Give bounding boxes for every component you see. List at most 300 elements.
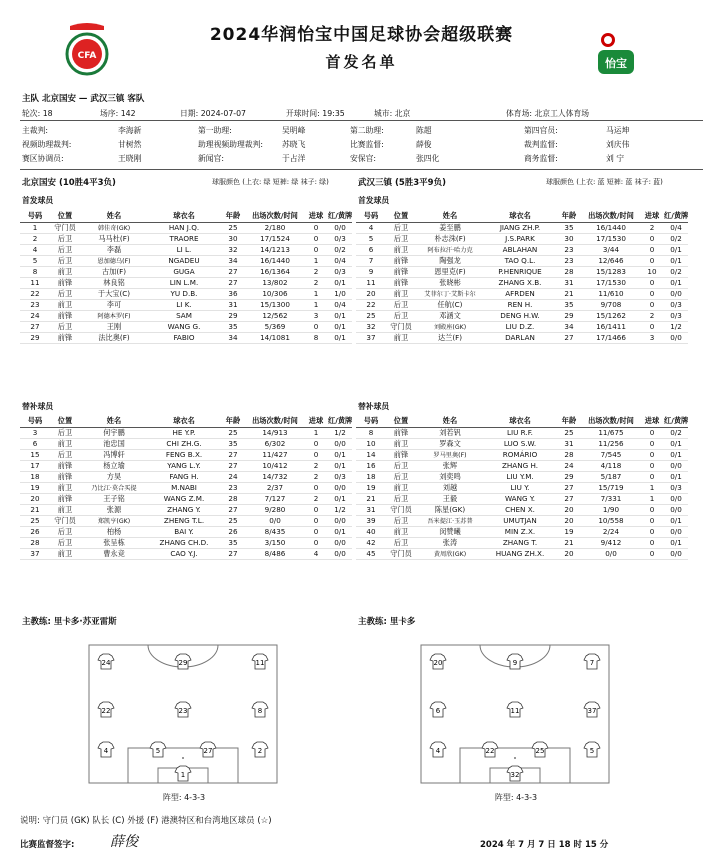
table-cell: LIN L.M. bbox=[148, 277, 220, 288]
table-cell: 前卫 bbox=[50, 504, 80, 515]
table-cell: 0 bbox=[304, 233, 328, 244]
table-cell: 前卫 bbox=[50, 548, 80, 559]
column-header: 号码 bbox=[20, 415, 50, 427]
table-cell: 恩加德乌(F) bbox=[80, 255, 148, 266]
sub-row bbox=[356, 537, 688, 548]
stadium: 体育场: 北京工人体育场 bbox=[506, 109, 590, 118]
table-cell: ZHANG CH.D. bbox=[148, 537, 220, 548]
table-cell: REN H. bbox=[484, 299, 556, 310]
table-cell: DENG H.W. bbox=[484, 310, 556, 321]
table-cell: 0/1 bbox=[328, 493, 352, 504]
table-cell: 24 bbox=[220, 471, 246, 482]
table-cell: FABIO bbox=[148, 332, 220, 343]
table-cell: 0 bbox=[304, 449, 328, 460]
table-cell: 0/1 bbox=[664, 255, 688, 266]
table-cell: 后卫 bbox=[50, 537, 80, 548]
table-cell: 1/2 bbox=[328, 504, 352, 515]
page-subtitle: 首发名单 bbox=[325, 53, 398, 71]
table-cell: 29 bbox=[20, 332, 50, 343]
table-cell: 后卫 bbox=[50, 233, 80, 244]
table-cell: 29 bbox=[556, 310, 582, 321]
table-cell: 15/719 bbox=[582, 482, 640, 493]
table-cell: J.S.PARK bbox=[484, 233, 556, 244]
table-cell: 0/0 bbox=[664, 288, 688, 299]
table-cell: 陶强龙 bbox=[416, 255, 484, 266]
table-cell: 守门员 bbox=[50, 515, 80, 526]
table-cell: 10/558 bbox=[582, 515, 640, 526]
table-cell: 11 bbox=[20, 277, 50, 288]
column-header: 球衣名 bbox=[484, 210, 556, 222]
table-cell: ZHANG H. bbox=[484, 460, 556, 471]
away-starters-label: 首发球员 bbox=[358, 196, 390, 205]
table-cell: 前锋 bbox=[386, 449, 416, 460]
table-cell: 0 bbox=[640, 277, 664, 288]
table-cell: 前卫 bbox=[50, 482, 80, 493]
column-header: 红/黄牌 bbox=[328, 210, 352, 222]
table-cell: 0 bbox=[304, 244, 328, 255]
table-cell: 0 bbox=[640, 288, 664, 299]
table-cell: 11/427 bbox=[246, 449, 304, 460]
kickoff-time: 开球时间: 19:35 bbox=[286, 109, 345, 118]
jersey-number: 25 bbox=[535, 747, 545, 755]
table-cell: 14/732 bbox=[246, 471, 304, 482]
table-cell: 19 bbox=[356, 482, 386, 493]
table-cell: 后卫 bbox=[386, 493, 416, 504]
table-cell: 3 bbox=[20, 427, 50, 438]
table-cell: 李磊 bbox=[80, 244, 148, 255]
table-cell: 吾米提江·玉苏普 bbox=[416, 515, 484, 526]
table-cell: 0 bbox=[304, 438, 328, 449]
table-cell: 0/4 bbox=[328, 255, 352, 266]
table-cell: 0/0 bbox=[582, 548, 640, 559]
table-cell: 6 bbox=[356, 244, 386, 255]
home-kit-colors: 球服颜色 (上衣: 绿 短裤: 绿 袜子: 绿) bbox=[212, 178, 329, 186]
column-header: 年龄 bbox=[220, 210, 246, 222]
jersey-number: 1 bbox=[180, 771, 186, 779]
player-row bbox=[20, 255, 352, 266]
table-cell: 艾菲尔丁·艾斯卡尔 bbox=[416, 288, 484, 299]
table-cell: 0 bbox=[640, 471, 664, 482]
table-cell: 2 bbox=[304, 277, 328, 288]
sub-row bbox=[20, 482, 352, 493]
table-cell: 闵赞曦 bbox=[416, 526, 484, 537]
table-cell: 后卫 bbox=[386, 460, 416, 471]
table-cell: 1 bbox=[304, 288, 328, 299]
table-cell: 23 bbox=[556, 255, 582, 266]
page-title: 2024华润怡宝中国足球协会超级联赛 bbox=[209, 25, 514, 45]
player-row bbox=[20, 288, 352, 299]
player-row bbox=[356, 233, 688, 244]
table-cell: FANG H. bbox=[148, 471, 220, 482]
table-cell: 0/0 bbox=[328, 482, 352, 493]
table-cell: 2/24 bbox=[582, 526, 640, 537]
sub-row bbox=[356, 471, 688, 482]
table-cell: UMUTJAN bbox=[484, 515, 556, 526]
table-cell: 1/2 bbox=[328, 427, 352, 438]
table-cell: SAM bbox=[148, 310, 220, 321]
away-subs-label: 替补球员 bbox=[358, 402, 390, 411]
table-cell: 14/913 bbox=[246, 427, 304, 438]
table-cell: 后卫 bbox=[386, 537, 416, 548]
table-cell: 27 bbox=[220, 460, 246, 471]
table-cell: 31 bbox=[556, 277, 582, 288]
player-row bbox=[356, 321, 688, 332]
column-header: 位置 bbox=[50, 210, 80, 222]
table-cell: 6/302 bbox=[246, 438, 304, 449]
away-coach: 主教练: 里卡多 bbox=[358, 617, 416, 627]
sub-row bbox=[20, 471, 352, 482]
table-cell: 9/280 bbox=[246, 504, 304, 515]
table-cell: 0/3 bbox=[328, 233, 352, 244]
table-cell: 0/3 bbox=[664, 482, 688, 493]
column-header: 球衣名 bbox=[484, 415, 556, 427]
table-cell: 守门员 bbox=[50, 222, 80, 233]
table-cell: 7/331 bbox=[582, 493, 640, 504]
table-cell: 27 bbox=[220, 548, 246, 559]
sub-row bbox=[20, 515, 352, 526]
table-cell: 前卫 bbox=[50, 299, 80, 310]
table-cell: 韩佳奇(GK) bbox=[80, 222, 148, 233]
table-cell: 恩里克(F) bbox=[416, 266, 484, 277]
official-name: 吴明峰 bbox=[282, 126, 306, 135]
table-cell: 0/4 bbox=[328, 299, 352, 310]
table-cell: 0/0 bbox=[328, 537, 352, 548]
table-cell: 5 bbox=[356, 233, 386, 244]
table-cell: 前锋 bbox=[50, 277, 80, 288]
sub-row bbox=[20, 438, 352, 449]
table-cell: 0/0 bbox=[664, 526, 688, 537]
table-cell: M.NABI bbox=[148, 482, 220, 493]
table-cell: ZHANG Y. bbox=[148, 504, 220, 515]
table-cell: 法比奥(F) bbox=[80, 332, 148, 343]
table-cell: 31 bbox=[556, 438, 582, 449]
table-cell: 29 bbox=[556, 471, 582, 482]
column-header: 球衣名 bbox=[148, 210, 220, 222]
table-cell: 0 bbox=[304, 482, 328, 493]
table-cell: DARLAN bbox=[484, 332, 556, 343]
table-cell: 0/1 bbox=[328, 332, 352, 343]
table-cell: 10 bbox=[356, 438, 386, 449]
table-cell: 0/0 bbox=[664, 332, 688, 343]
official-label: 裁判监督: bbox=[524, 140, 558, 149]
table-cell: 23 bbox=[20, 299, 50, 310]
away-formation-pitch bbox=[420, 644, 610, 784]
table-cell: 1 bbox=[640, 482, 664, 493]
official-label: 安保官: bbox=[350, 154, 377, 163]
jersey-number: 27 bbox=[203, 747, 213, 755]
sub-row bbox=[356, 548, 688, 559]
table-cell: 34 bbox=[220, 255, 246, 266]
column-header: 年龄 bbox=[556, 415, 582, 427]
table-cell: 0 bbox=[640, 526, 664, 537]
table-cell: 0/0 bbox=[664, 504, 688, 515]
table-cell: 17/1530 bbox=[582, 277, 640, 288]
jersey-number: 4 bbox=[103, 747, 109, 755]
official-name: 甘树然 bbox=[118, 140, 142, 149]
table-cell: 0/0 bbox=[246, 515, 304, 526]
table-cell: 任航(C) bbox=[416, 299, 484, 310]
table-cell: 后卫 bbox=[386, 299, 416, 310]
table-cell: 19 bbox=[556, 526, 582, 537]
table-cell: 19 bbox=[20, 482, 50, 493]
official-name: 刘庆伟 bbox=[606, 140, 630, 149]
table-cell: 刘奕鸣 bbox=[416, 471, 484, 482]
table-cell: 16 bbox=[356, 460, 386, 471]
table-cell: 37 bbox=[356, 332, 386, 343]
table-cell: 39 bbox=[356, 515, 386, 526]
table-cell: 0/1 bbox=[328, 449, 352, 460]
sub-row bbox=[20, 526, 352, 537]
table-cell: 0/3 bbox=[664, 310, 688, 321]
official-label: 第二助理: bbox=[350, 126, 384, 135]
table-cell: 8 bbox=[356, 427, 386, 438]
table-cell: LIU D.Z. bbox=[484, 321, 556, 332]
table-cell: 28 bbox=[556, 266, 582, 277]
official-label: 新闻官: bbox=[198, 154, 225, 163]
table-cell: 14/1213 bbox=[246, 244, 304, 255]
table-cell: 20 bbox=[556, 515, 582, 526]
table-cell: 后卫 bbox=[386, 310, 416, 321]
table-cell: 张晓彬 bbox=[416, 277, 484, 288]
jersey-number: 5 bbox=[155, 747, 161, 755]
jersey-number: 32 bbox=[510, 771, 520, 779]
sub-row bbox=[356, 526, 688, 537]
table-cell: 2 bbox=[304, 266, 328, 277]
table-cell: 0/1 bbox=[664, 244, 688, 255]
table-cell: 前锋 bbox=[50, 310, 80, 321]
table-cell: HE Y.P. bbox=[148, 427, 220, 438]
table-cell: 2 bbox=[640, 222, 664, 233]
jersey-number: 9 bbox=[512, 659, 518, 667]
table-cell: 0 bbox=[640, 548, 664, 559]
column-header: 出场次数/时间 bbox=[582, 415, 640, 427]
table-cell: 0/3 bbox=[328, 471, 352, 482]
table-cell: ABLAHAN bbox=[484, 244, 556, 255]
column-header: 号码 bbox=[356, 210, 386, 222]
column-header: 位置 bbox=[386, 415, 416, 427]
divider bbox=[20, 169, 703, 170]
official-name: 于占洋 bbox=[282, 154, 306, 163]
table-cell: 前卫 bbox=[386, 288, 416, 299]
table-cell: 29 bbox=[220, 310, 246, 321]
table-cell: 21 bbox=[20, 504, 50, 515]
table-cell: 王子铭 bbox=[80, 493, 148, 504]
table-cell: ROMÁRIO bbox=[484, 449, 556, 460]
table-cell: 1/90 bbox=[582, 504, 640, 515]
home-subs-table bbox=[20, 415, 352, 560]
table-cell: 17 bbox=[20, 460, 50, 471]
table-cell: 17/1466 bbox=[582, 332, 640, 343]
table-cell: 21 bbox=[556, 288, 582, 299]
table-cell: 8 bbox=[20, 266, 50, 277]
table-cell: 28 bbox=[556, 449, 582, 460]
table-cell: 30 bbox=[220, 233, 246, 244]
sub-row bbox=[20, 504, 352, 515]
table-cell: 8 bbox=[304, 332, 328, 343]
table-cell: 2/37 bbox=[246, 482, 304, 493]
table-cell: 30 bbox=[556, 233, 582, 244]
table-cell: 31 bbox=[356, 504, 386, 515]
column-header: 进球 bbox=[640, 210, 664, 222]
table-cell: 0 bbox=[640, 233, 664, 244]
table-cell: 1 bbox=[304, 427, 328, 438]
table-cell: 前卫 bbox=[386, 482, 416, 493]
table-cell: 张涛 bbox=[416, 537, 484, 548]
table-cell: 王毅 bbox=[416, 493, 484, 504]
table-cell: 阿布拉汗·哈力克 bbox=[416, 244, 484, 255]
player-row bbox=[356, 244, 688, 255]
table-cell: 前卫 bbox=[50, 266, 80, 277]
column-header: 年龄 bbox=[556, 210, 582, 222]
table-cell: 11/256 bbox=[582, 438, 640, 449]
table-cell: GUGA bbox=[148, 266, 220, 277]
table-cell: 罗马里奥(F) bbox=[416, 449, 484, 460]
sub-row bbox=[356, 438, 688, 449]
table-cell: 31 bbox=[220, 299, 246, 310]
table-cell: 0/1 bbox=[328, 460, 352, 471]
column-header: 姓名 bbox=[80, 415, 148, 427]
table-cell: 7 bbox=[356, 255, 386, 266]
column-header: 红/黄牌 bbox=[664, 415, 688, 427]
table-cell: WANG G. bbox=[148, 321, 220, 332]
table-cell: 27 bbox=[556, 482, 582, 493]
table-cell: 8/435 bbox=[246, 526, 304, 537]
table-cell: 罗森文 bbox=[416, 438, 484, 449]
table-cell: 0/2 bbox=[328, 244, 352, 255]
legend: 说明: 守门员 (GK) 队长 (C) 外援 (F) 港澳特区和台湾地区球员 (☆) bbox=[20, 816, 272, 826]
table-cell: 12/646 bbox=[582, 255, 640, 266]
table-cell: 25 bbox=[556, 427, 582, 438]
table-cell: 10/306 bbox=[246, 288, 304, 299]
home-subs-label: 替补球员 bbox=[22, 402, 54, 411]
table-cell: 刘殿座(GK) bbox=[416, 321, 484, 332]
table-cell: 25 bbox=[220, 222, 246, 233]
table-cell: 13/802 bbox=[246, 277, 304, 288]
table-cell: 24 bbox=[556, 460, 582, 471]
table-cell: 张源 bbox=[80, 504, 148, 515]
official-label: 第一助理: bbox=[198, 126, 232, 135]
jersey-number: 8 bbox=[257, 707, 263, 715]
table-cell: 后卫 bbox=[386, 222, 416, 233]
table-cell: 0/3 bbox=[664, 299, 688, 310]
table-header bbox=[356, 210, 688, 222]
table-cell: 16/1440 bbox=[246, 255, 304, 266]
table-cell: 28 bbox=[20, 537, 50, 548]
table-cell: 前锋 bbox=[386, 266, 416, 277]
table-cell: 0/3 bbox=[328, 266, 352, 277]
table-cell: 23 bbox=[556, 244, 582, 255]
table-cell: 27 bbox=[556, 332, 582, 343]
sub-row bbox=[356, 449, 688, 460]
table-cell: AFRDEN bbox=[484, 288, 556, 299]
table-cell: 1/0 bbox=[328, 288, 352, 299]
player-row bbox=[20, 321, 352, 332]
table-cell: 0 bbox=[640, 438, 664, 449]
table-cell: 17/1530 bbox=[582, 233, 640, 244]
column-header: 号码 bbox=[356, 415, 386, 427]
teams-line: 主队 北京国安 — 武汉三镇 客队 bbox=[22, 94, 145, 104]
jersey-number: 37 bbox=[587, 707, 597, 715]
column-header: 位置 bbox=[50, 415, 80, 427]
table-cell: 20 bbox=[20, 493, 50, 504]
table-cell: LIU Y.M. bbox=[484, 471, 556, 482]
table-cell: 8/486 bbox=[246, 548, 304, 559]
table-cell: 0/0 bbox=[328, 515, 352, 526]
table-cell: 35 bbox=[220, 321, 246, 332]
table-cell: 0/0 bbox=[328, 438, 352, 449]
jersey-number: 29 bbox=[178, 659, 188, 667]
table-cell: 王刚 bbox=[80, 321, 148, 332]
round: 轮次: 18 bbox=[22, 109, 53, 118]
column-header: 位置 bbox=[386, 210, 416, 222]
table-cell: 0/1 bbox=[664, 449, 688, 460]
official-name: 李海新 bbox=[118, 126, 142, 135]
sub-row bbox=[20, 449, 352, 460]
table-cell: LIU Y. bbox=[484, 482, 556, 493]
table-cell: 0 bbox=[640, 321, 664, 332]
column-header: 红/黄牌 bbox=[328, 415, 352, 427]
table-cell: 后卫 bbox=[50, 321, 80, 332]
cfa-logo-text: CFA bbox=[77, 51, 97, 61]
table-cell: 34 bbox=[556, 321, 582, 332]
table-cell: 0/0 bbox=[664, 460, 688, 471]
table-cell: TAO Q.L. bbox=[484, 255, 556, 266]
official-name: 薛俊 bbox=[416, 140, 432, 149]
player-row bbox=[356, 332, 688, 343]
table-cell: 0/1 bbox=[328, 321, 352, 332]
column-header: 姓名 bbox=[416, 415, 484, 427]
column-header: 进球 bbox=[304, 415, 328, 427]
table-cell: 0/2 bbox=[664, 233, 688, 244]
table-cell: CAO Y.J. bbox=[148, 548, 220, 559]
table-cell: 前锋 bbox=[386, 277, 416, 288]
table-cell: 20 bbox=[556, 548, 582, 559]
table-cell: 26 bbox=[20, 526, 50, 537]
table-cell: 18 bbox=[20, 471, 50, 482]
table-cell: 黄周欣(GK) bbox=[416, 548, 484, 559]
table-cell: BAI Y. bbox=[148, 526, 220, 537]
table-cell: JIANG ZH.P. bbox=[484, 222, 556, 233]
table-cell: 前卫 bbox=[386, 332, 416, 343]
table-cell: 后卫 bbox=[386, 471, 416, 482]
table-cell: 4/118 bbox=[582, 460, 640, 471]
table-cell: 11/610 bbox=[582, 288, 640, 299]
table-cell: 20 bbox=[356, 288, 386, 299]
table-cell: 0 bbox=[640, 255, 664, 266]
table-cell: 张辉 bbox=[416, 460, 484, 471]
table-cell: 9 bbox=[356, 266, 386, 277]
table-cell: 3/44 bbox=[582, 244, 640, 255]
sub-row bbox=[20, 537, 352, 548]
table-cell: 45 bbox=[356, 548, 386, 559]
sponsor-logo-text: 怡宝 bbox=[605, 57, 627, 70]
report-timestamp: 2024 年 7 月 7 日 18 时 15 分 bbox=[480, 840, 609, 850]
table-cell: 27 bbox=[556, 493, 582, 504]
table-cell: 1 bbox=[640, 493, 664, 504]
table-cell: 0/1 bbox=[328, 310, 352, 321]
table-cell: 乃比江·莫合买提 bbox=[80, 482, 148, 493]
table-cell: 0 bbox=[640, 537, 664, 548]
official-label: 主裁判: bbox=[22, 126, 49, 135]
official-name: 陈超 bbox=[416, 126, 432, 135]
table-cell: 16/1364 bbox=[246, 266, 304, 277]
player-row bbox=[356, 277, 688, 288]
table-cell: HUANG ZH.X. bbox=[484, 548, 556, 559]
table-cell: 5/187 bbox=[582, 471, 640, 482]
table-cell: 曹永竞 bbox=[80, 548, 148, 559]
table-cell: 0/1 bbox=[328, 526, 352, 537]
jersey-number: 7 bbox=[589, 659, 595, 667]
